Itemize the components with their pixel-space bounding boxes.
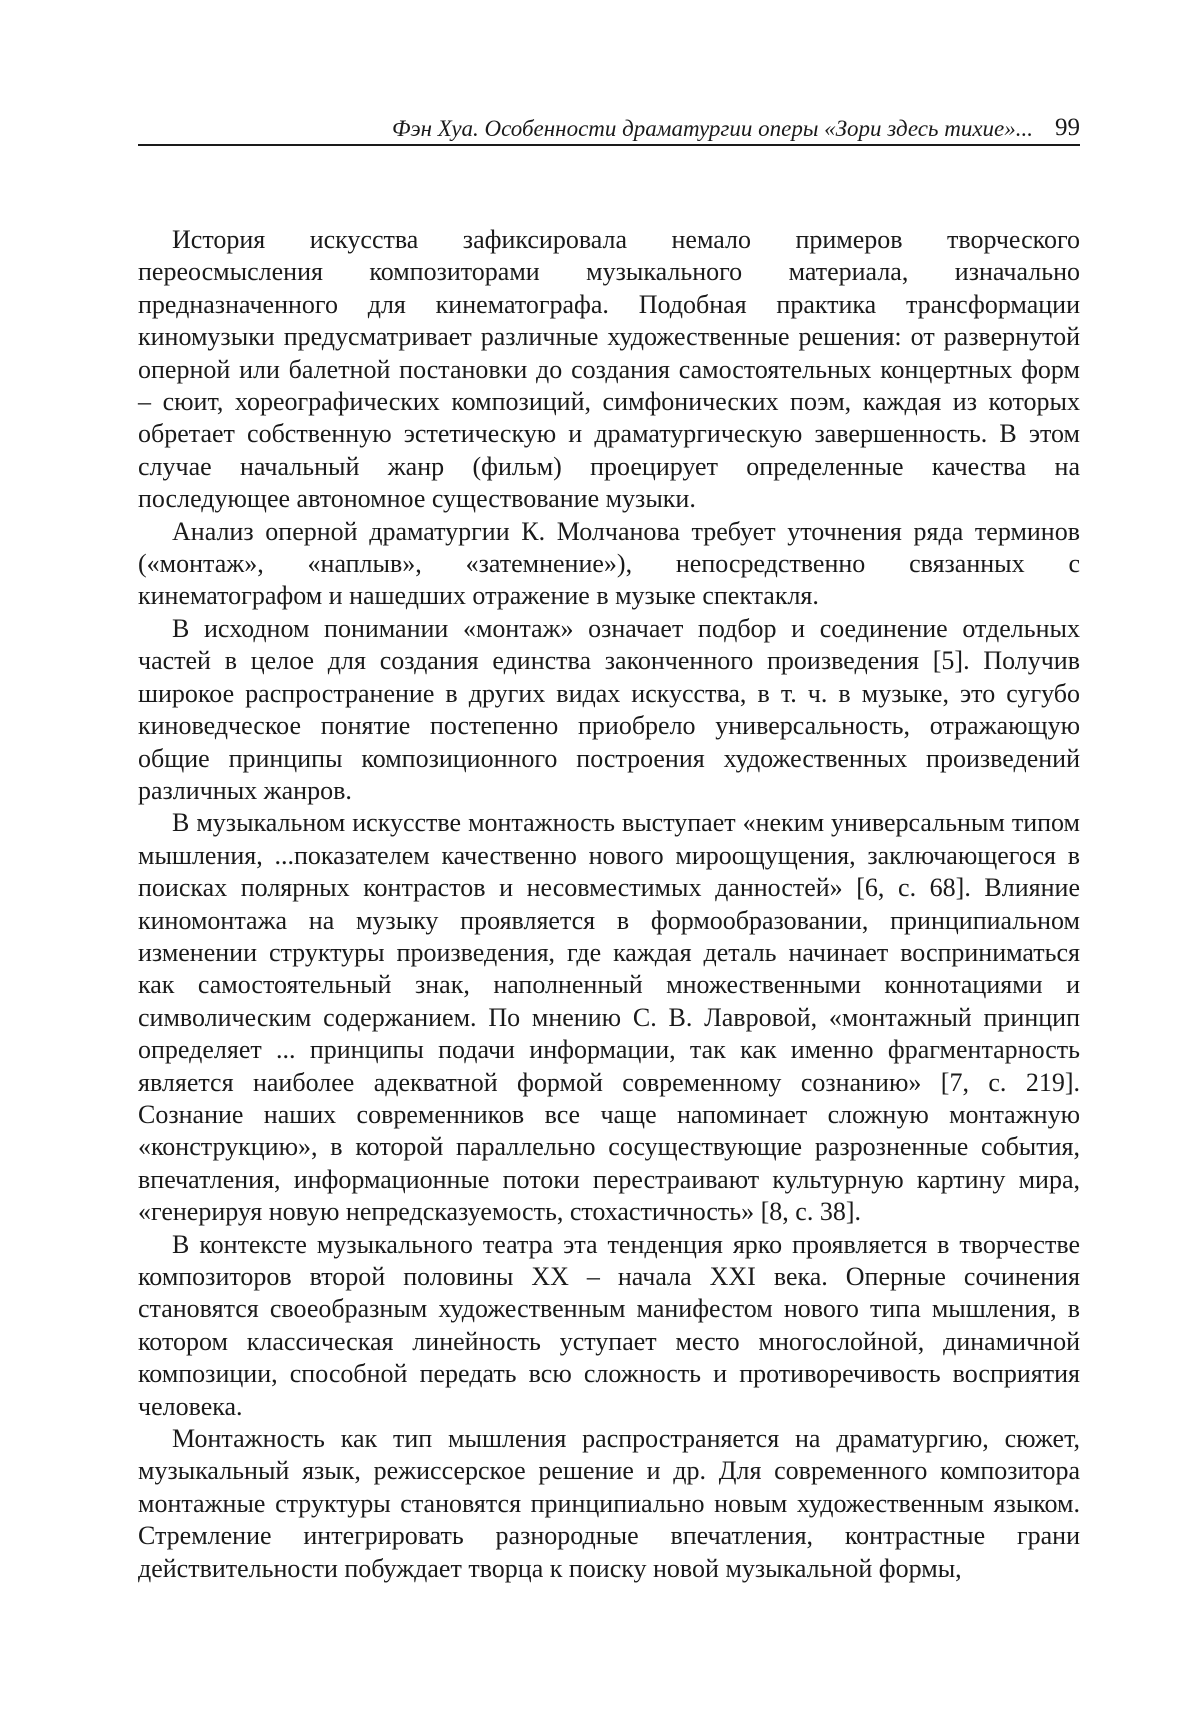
running-title: Фэн Хуа. Особенности драматургии оперы «Зори здесь тихие»... xyxy=(391,116,1033,141)
page-number: 99 xyxy=(1055,114,1080,141)
body-text xyxy=(138,224,1080,1585)
running-header xyxy=(138,108,1080,146)
paragraph: В музыкальном искусстве монтажность выступает «неким универсальным типом мышления, ...показателем качественно нового мироощущения, заключающегося в поисках полярных контрастов и несовместимых данностей» [6, с. 68]. Влияние киномонтажа на музыку проявляется в формообразовании, принципиальном изменении структуры произведения, где каждая деталь начинает восприниматься как самостоятельный знак, наполненный множественными коннотациями и символическим содержанием. По мнению С. В. Лавровой, «монтажный принцип определяет ... принципы подачи информации, так как именно фрагментарность является наиболее адекватной формой современному сознанию» [7, с. 219]. Сознание наших современников все чаще напоминает сложную монтажную «конструкцию», в которой параллельно сосуществующие разрозненные события, впечатления, информационные потоки перестраивают культурную картину мира, «генерируя новую непредсказуемость, стохастичность» [8, с. 38]. xyxy=(138,808,1080,1227)
paragraph: История искусства зафиксировала немало примеров творческого переосмысления композиторами музыкального материала, изначально предназначенного для кинематографа. Подобная практика трансформации киномузыки предусматривает различные художественные решения: от развернутой оперной или балетной постановки до создания самостоятельных концертных форм – сюит, хореографических композиций, симфонических поэм, каждая из которых обретает собственную эстетическую и драматургическую завершенность. В этом случае начальный жанр (фильм) проецирует определенные качества на последующее автономное существование музыки. xyxy=(138,225,1080,514)
paragraph: В исходном понимании «монтаж» означает подбор и соединение отдельных частей в целое для создания единства законченного произведения [5]. Получив широкое распространение в других видах искусства, в т. ч. в музыке, это сугубо киноведческое понятие постепенно приобрело универсальность, отражающую общие принципы композиционного построения художественных произведений различных жанров. xyxy=(138,613,1080,805)
paragraph: Анализ оперной драматургии К. Молчанова требует уточнения ряда терминов («монтаж», «наплыв», «затемнение»), непосредственно связанных с кинематографом и нашедших отражение в музыке спектакля. xyxy=(138,516,1080,611)
paragraph: В контексте музыкального театра эта тенденция ярко проявляется в творчестве композиторов второй половины XX – начала XXI века. Оперные сочинения становятся своеобразным художественным манифестом нового типа мышления, в котором классическая линейность уступает место многослойной, динамичной композиции, способной передать всю сложность и противоречивость восприятия человека. xyxy=(138,1229,1080,1421)
paragraph: Монтажность как тип мышления распространяется на драматургию, сюжет, музыкальный язык, режиссерское решение и др. Для современного композитора монтажные структуры становятся принципиально новым художественным языком. Стремление интегрировать разнородные впечатления, контрастные грани действительности побуждает творца к поиску новой музыкальной формы, xyxy=(138,1424,1080,1583)
